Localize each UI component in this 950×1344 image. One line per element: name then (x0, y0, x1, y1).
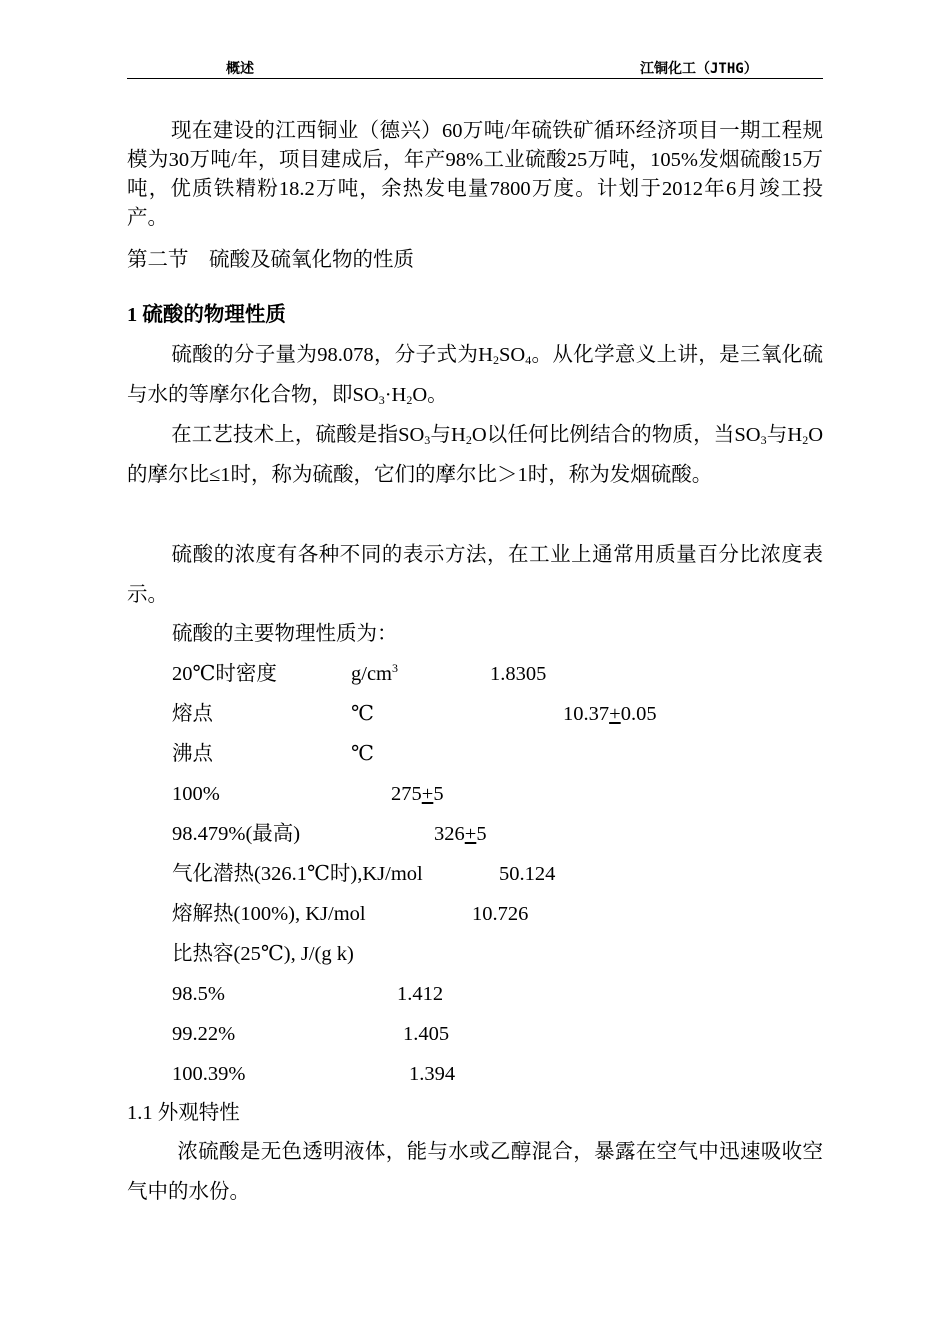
fusion-label: 熔解热(100%), KJ/mol (172, 903, 366, 925)
heat-capacity-100-value: 1.394 (409, 1063, 456, 1085)
header-left: 概述 (226, 61, 254, 77)
melting-value: 10.37+0.05 (563, 703, 657, 725)
paragraph-definition: 在工艺技术上，硫酸是指$SO_3$与$H_2O$以任何比例结合的物质，当$SO_3$与$H_2O$的摩尔比≤1时，称为硫酸，它们的摩尔比＞1时，称为发烟硫酸。 (127, 424, 823, 486)
paragraph-molecular: 硫酸的分子量为98.078，分子式为$H_2SO_4$。从化学意义上讲，是三氧化硫与水的等摩尔化合物，即$SO_3\cdot H_2O$。 (127, 344, 823, 407)
subsection-title: 1 硫酸的物理性质 (127, 304, 286, 326)
paragraph-concentration: 硫酸的浓度有各种不同的表示方法，在工业上通常用质量百分比浓度表示。 (127, 544, 823, 606)
heat-capacity-98-label: 98.5% (172, 983, 225, 1005)
heat-capacity-label: 比热容(25℃), J/(g k) (172, 943, 354, 965)
boiling-unit: ℃ (351, 743, 374, 765)
melting-unit: ℃ (351, 703, 374, 725)
heat-capacity-98-value: 1.412 (397, 983, 444, 1005)
header-rule (127, 78, 823, 79)
header-right: 江铜化工（JTHG） (640, 61, 758, 77)
heat-capacity-99-value: 1.405 (403, 1023, 450, 1045)
fusion-value: 10.726 (472, 903, 529, 925)
intro-paragraph: 现在建设的江西铜业（德兴）60万吨/年硫铁矿循环经济项目一期工程规模为30万吨/年，项目建成后，年产98%工业硫酸25万吨，105%发烟硫酸15万吨，优质铁精粉18.2万吨，余热发电量7800万度。计划于2012年6月竣工投产。 (127, 120, 823, 229)
boiling-label: 沸点 (172, 743, 213, 765)
density-label: 20℃时密度 (172, 663, 277, 685)
density-value: 1.8305 (490, 663, 547, 685)
vaporization-label: 气化潜热(326.1℃时),KJ/mol (172, 863, 423, 885)
boiling-100-value: 275+5 (391, 783, 444, 805)
density-unit: $g/cm^3$ (351, 661, 398, 685)
heat-capacity-100-label: 100.39% (172, 1063, 246, 1085)
subsection-appearance-title: 1.1 外观特性 (127, 1102, 240, 1124)
heat-capacity-99-label: 99.22% (172, 1023, 236, 1045)
properties-intro: 硫酸的主要物理性质为： (172, 623, 398, 645)
boiling-98-value: 326+5 (434, 823, 487, 845)
section-title: 第二节 硫酸及硫氧化物的性质 (127, 249, 414, 271)
boiling-98-label: 98.479%(最高) (172, 823, 301, 845)
paragraph-appearance: 浓硫酸是无色透明液体，能与水或乙醇混合，暴露在空气中迅速吸收空气中的水份。 (127, 1141, 823, 1203)
melting-label: 熔点 (172, 703, 213, 725)
boiling-100-label: 100% (172, 783, 220, 805)
vaporization-value: 50.124 (499, 863, 556, 885)
